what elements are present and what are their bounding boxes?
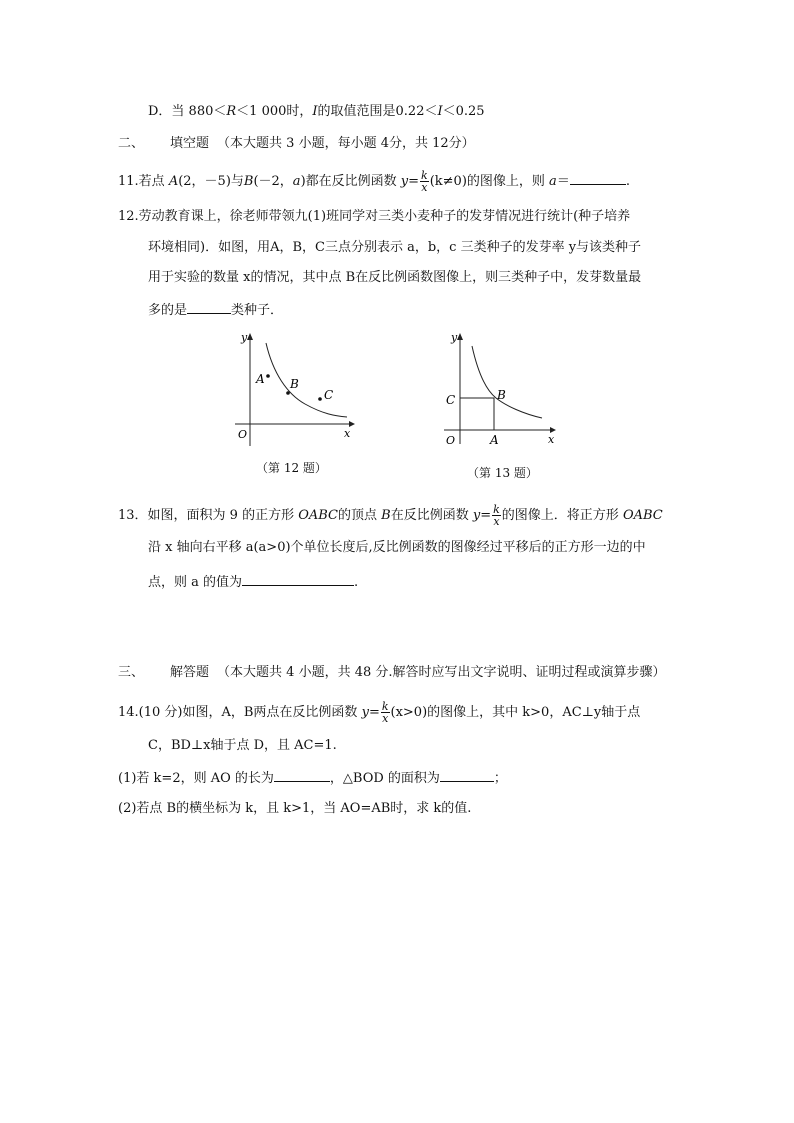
q13-text-3: 在反比例函数 — [390, 508, 473, 523]
q11-end: . — [625, 174, 630, 189]
q13-square-name-2: OABC — [622, 508, 663, 523]
q14-ao-blank[interactable] — [274, 767, 330, 782]
q12-line-4 — [148, 299, 283, 321]
q11-fraction — [420, 170, 429, 193]
section-3-title: 解答题 — [170, 665, 210, 680]
q14-line-1 — [118, 701, 640, 724]
q13-numerator: k — [493, 503, 500, 516]
q12-answer-blank[interactable] — [187, 299, 231, 314]
q11-numerator: k — [421, 169, 428, 182]
q14-area-blank[interactable] — [440, 767, 494, 782]
fig13-label-c: C — [446, 393, 456, 407]
option-d-text-4: ＜0.25 — [442, 104, 485, 119]
fig13-curve — [472, 346, 542, 418]
q14-text-2: (x>0)的图像上，其中 k>0，AC⊥y轴于点 — [390, 705, 641, 720]
q13-square-name: OABC — [298, 508, 339, 523]
q11-denominator: x — [421, 181, 428, 194]
q14-part-1-end: ； — [493, 771, 507, 786]
q14-part-1 — [118, 767, 507, 789]
fig12-x-label: x — [344, 427, 351, 440]
q12-line-3: 用于实验的数量 x的情况，其中点 B在反比例函数图像上，则三类种子中，发芽数量最 — [148, 270, 642, 285]
q12-line-1: 12.劳动教育课上，徐老师带领九(1)班同学对三类小麦种子的发芽情况进行统计(种子培养 — [118, 209, 631, 224]
option-d-text-2: ＜1 000时， — [236, 104, 313, 119]
fig12-point-c — [318, 397, 322, 401]
section-3-desc: （本大题共 4 小题，共 48 分.解答时应写出文字说明、证明过程或演算步骤） — [217, 665, 666, 680]
fig12-caption: （第 12 题） — [256, 461, 327, 475]
q12-line-2: 环境相同)．如图，用A，B，C三点分别表示 a，b，c 三类种子的发芽率 y与该类种子 — [148, 240, 642, 255]
option-d-text-3: 的取值范围是0.22＜ — [317, 104, 438, 119]
q11-var-y: y — [400, 174, 409, 189]
fig12-y-label: y — [241, 331, 248, 344]
q11-point-a: A — [168, 174, 179, 189]
q11-text-4: )都在反比例函数 — [300, 174, 401, 189]
q14-part-1-text: (1)若 k=2，则 AO 的长为 — [118, 771, 274, 786]
var-i-2: I — [437, 104, 443, 119]
q13-text-2: 的顶点 — [338, 508, 382, 523]
fig12-label-b: B — [290, 377, 299, 391]
fig13-origin-label: O — [446, 434, 456, 447]
q14-line-2: C，BD⊥x轴于点 D，且 AC=1. — [148, 738, 337, 753]
q11-text: 11.若点 — [118, 174, 169, 189]
section-2-desc: （本大题共 3 小题，每小题 4分，共 12分） — [217, 136, 475, 151]
q11-eq-2: ＝ — [556, 174, 570, 189]
figure-12 — [225, 328, 365, 448]
q13-denominator: x — [493, 515, 500, 528]
fig12-curve — [266, 343, 347, 417]
q13-eq: = — [480, 508, 492, 523]
fig12-point-b — [286, 391, 290, 395]
q13-end: . — [354, 575, 359, 590]
section-3-heading — [118, 663, 666, 683]
fig12-origin-label: O — [238, 428, 248, 441]
q12-text-2: 类种子． — [231, 303, 284, 318]
q11-var-a-2: a — [549, 174, 557, 189]
q14-text: 14.(10 分)如图，A，B两点在反比例函数 — [118, 705, 362, 720]
section-3-number: 三、 — [118, 665, 145, 680]
q14-part-1-text-2: ，△BOD 的面积为 — [329, 771, 440, 786]
q13-line-2: 沿 x 轴向右平移 a(a>0)个单位长度后,反比例函数的图像经过平移后的正方形一边的中 — [148, 540, 646, 555]
fig12-point-a — [266, 374, 270, 378]
fig13-y-label: y — [451, 331, 458, 344]
q13-text-5: 点，则 a 的值为 — [148, 575, 243, 590]
fig12-y-arrow — [247, 333, 253, 340]
q13-text-4: 的图像上．将正方形 — [501, 508, 623, 523]
fig13-label-a: A — [490, 433, 499, 447]
q11-text-5: (k≠0)的图像上，则 — [429, 174, 550, 189]
q11-text-3: (－2， — [253, 174, 293, 189]
q13-line-3 — [148, 571, 358, 593]
q11-point-b: B — [243, 174, 254, 189]
var-i: I — [312, 104, 318, 119]
question-11 — [118, 170, 630, 193]
section-2-heading — [118, 134, 475, 154]
fig13-y-arrow — [457, 333, 463, 340]
q11-answer-blank[interactable] — [570, 170, 626, 185]
section-2-number: 二、 — [118, 136, 145, 151]
fig12-label-c: C — [324, 388, 334, 402]
fig13-square — [460, 398, 494, 430]
q14-part-2: (2)若点 B的横坐标为 k，且 k>1，当 AO=AB时，求 k的值. — [118, 801, 472, 816]
section-2-title: 填空题 — [170, 136, 210, 151]
q14-eq: = — [368, 705, 380, 720]
q14-var-y: y — [361, 705, 369, 720]
q13-line-1 — [118, 504, 663, 527]
q11-eq: = — [408, 174, 420, 189]
q11-var-a: a — [292, 174, 301, 189]
fig13-label-b: B — [497, 388, 506, 402]
q14-denominator: x — [382, 712, 389, 725]
q13-fraction — [492, 504, 501, 527]
fig12-label-a: A — [256, 372, 265, 386]
q14-fraction — [381, 701, 390, 724]
q13-var-y: y — [472, 508, 481, 523]
option-d — [148, 102, 485, 122]
q14-numerator: k — [381, 700, 389, 713]
q12-text: 多的是 — [148, 303, 188, 318]
q13-text: 13．如图，面积为 9 的正方形 — [118, 508, 299, 523]
q13-point-b: B — [381, 508, 391, 523]
q11-text-2: (2，－5)与 — [178, 174, 244, 189]
fig13-x-label: x — [548, 433, 555, 446]
var-r: R — [226, 104, 237, 119]
q13-answer-blank[interactable] — [242, 571, 354, 586]
option-d-text: D．当 880＜ — [148, 104, 227, 119]
fig13-caption: （第 13 题） — [467, 466, 538, 480]
figure-13 — [434, 328, 564, 448]
